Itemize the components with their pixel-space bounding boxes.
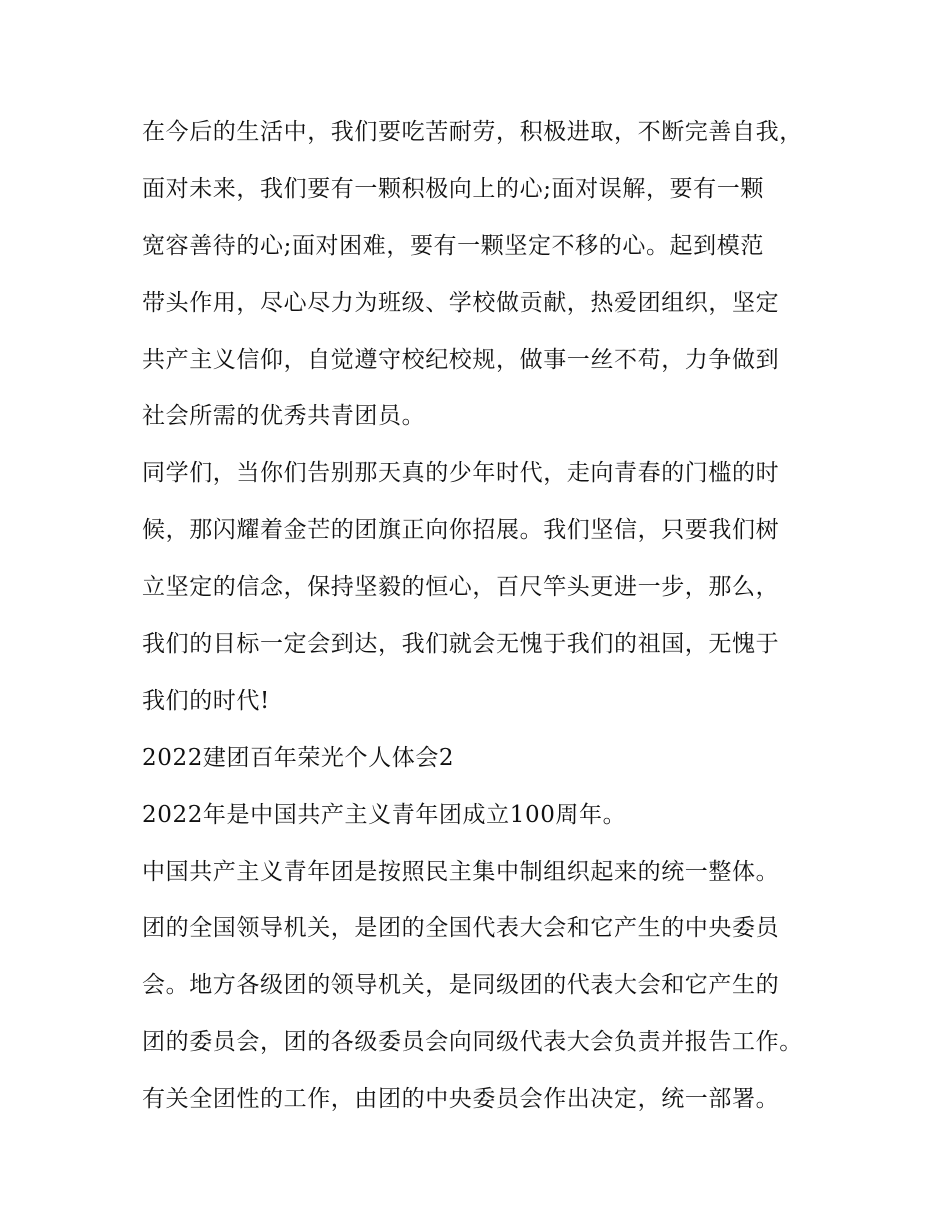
paragraph-line: 社会所需的优秀共青团员。 bbox=[142, 403, 426, 430]
paragraph-line: 面对未来，我们要有一颗积极向上的心;面对误解，要有一颗 bbox=[142, 175, 764, 202]
paragraph-line: 我们的时代! bbox=[142, 687, 270, 714]
paragraph-line: 会。地方各级团的领导机关，是同级团的代表大会和它产生的 bbox=[142, 972, 780, 999]
paragraph-line: 同学们，当你们告别那天真的少年时代，走向青春的门槛的时 bbox=[142, 460, 780, 487]
paragraph-line: 候，那闪耀着金芒的团旗正向你招展。我们坚信，只要我们树 bbox=[142, 517, 780, 544]
paragraph-line: 团的委员会，团的各级委员会向同级代表大会负责并报告工作。 bbox=[142, 1029, 803, 1056]
section-heading: 2022建团百年荣光个人体会2 bbox=[142, 744, 455, 771]
paragraph-line: 有关全团性的工作，由团的中央委员会作出决定，统一部署。 bbox=[142, 1086, 780, 1113]
paragraph-line: 带头作用，尽心尽力为班级、学校做贡献，热爱团组织，坚定 bbox=[142, 289, 780, 316]
paragraph-line: 2022年是中国共产主义青年团成立100周年。 bbox=[142, 801, 627, 828]
paragraph-line: 立坚定的信念，保持坚毅的恒心，百尺竿头更进一步，那么， bbox=[142, 574, 780, 601]
paragraph-line: 团的全国领导机关，是团的全国代表大会和它产生的中央委员 bbox=[142, 915, 780, 942]
paragraph-line: 共产主义信仰，自觉遵守校纪校规，做事一丝不苟，力争做到 bbox=[142, 346, 780, 373]
paragraph-line: 中国共产主义青年团是按照民主集中制组织起来的统一整体。 bbox=[142, 858, 780, 885]
paragraph-line: 我们的目标一定会到达，我们就会无愧于我们的祖国，无愧于 bbox=[142, 631, 780, 658]
paragraph-line: 在今后的生活中，我们要吃苦耐劳，积极进取，不断完善自我， bbox=[142, 119, 803, 145]
document-body bbox=[142, 104, 842, 1128]
paragraph-line: 宽容善待的心;面对困难，要有一颗坚定不移的心。起到模范 bbox=[142, 232, 764, 259]
